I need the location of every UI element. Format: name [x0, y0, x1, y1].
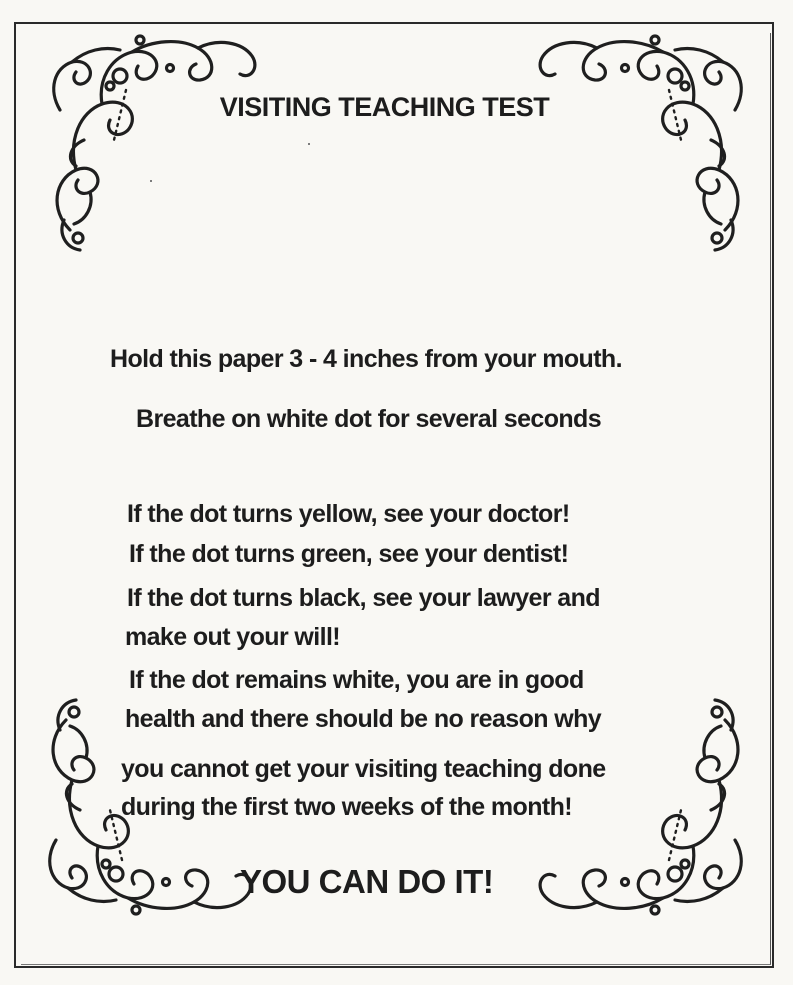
page-title: VISITING TEACHING TEST [219, 92, 550, 122]
outcome-line: If the dot turns yellow, see your doctor! [127, 500, 570, 528]
outcome-line: If the dot remains white, you are in good [129, 666, 584, 694]
flourish-top-right-icon [535, 20, 755, 260]
outcome-line: make out your will! [125, 623, 341, 651]
instruction-line: Hold this paper 3 - 4 inches from your mouth. [110, 345, 622, 373]
outcome-line: during the first two weeks of the month! [121, 793, 573, 821]
outcome-line: you cannot get your visiting teaching done [121, 755, 606, 783]
scan-speck [308, 143, 310, 145]
outcome-line: If the dot turns black, see your lawyer and [127, 584, 600, 612]
instruction-line: Breathe on white dot for several seconds [136, 405, 602, 433]
outcome-line: If the dot turns green, see your dentist! [129, 540, 569, 568]
flourish-top-left-icon [40, 20, 260, 260]
closing-slogan: YOU CAN DO IT! [240, 863, 494, 900]
outcome-line: health and there should be no reason why [125, 705, 602, 733]
scan-speck [150, 180, 152, 182]
